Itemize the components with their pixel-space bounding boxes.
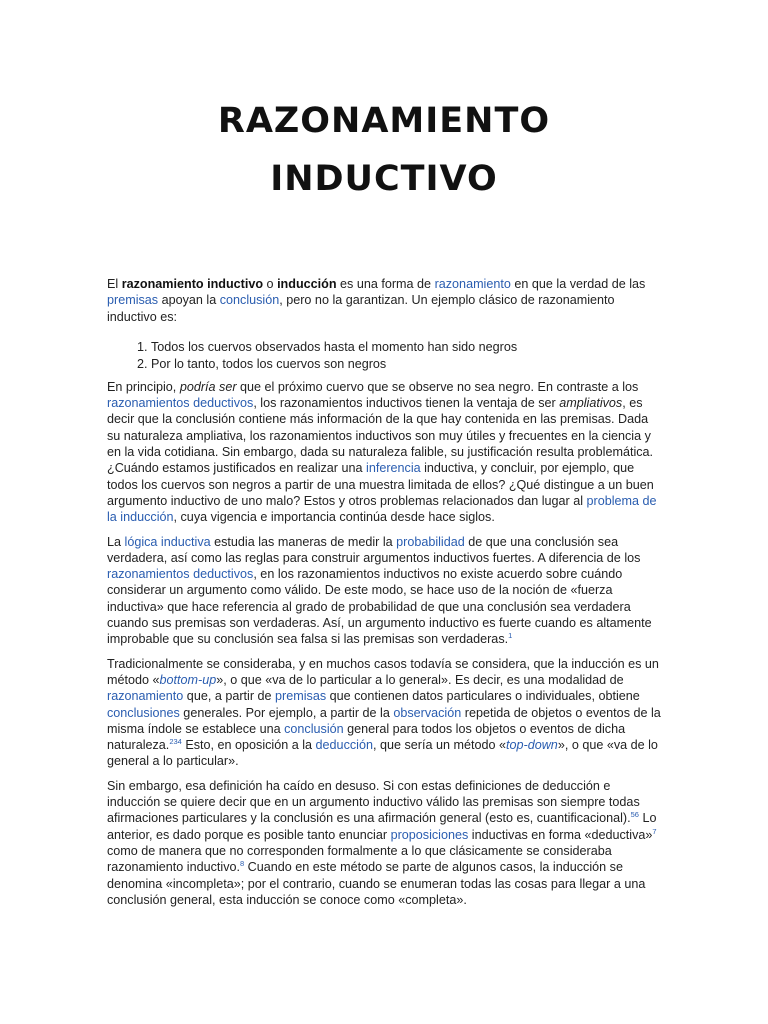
footnote-ref[interactable]: 1 bbox=[508, 631, 513, 641]
title-line-1: RAZONAMIENTO bbox=[217, 101, 551, 141]
text: de que una conclusión sea verdadera, así como las reglas para construir argumentos inductivos fuertes. A diferencia de los bbox=[107, 534, 641, 565]
text: es una forma de bbox=[336, 277, 435, 291]
link-premisas[interactable]: premisas bbox=[275, 689, 327, 704]
text: , que sería un método « bbox=[372, 738, 506, 753]
list-item: 1. Todos los cuervos observados hasta el momento han sido negros bbox=[151, 339, 663, 356]
footnote-ref[interactable]: 56 bbox=[630, 810, 639, 820]
text: que, a partir de bbox=[183, 689, 276, 704]
text: o bbox=[263, 277, 278, 291]
link-razonamientos-deductivos[interactable]: razonamientos deductivos bbox=[107, 567, 254, 582]
text: en que la verdad de las bbox=[510, 277, 646, 291]
paragraph-sin-embargo bbox=[107, 778, 663, 908]
link-proposiciones[interactable]: proposiciones bbox=[390, 827, 469, 842]
text: , en los razonamientos inductivos no existe acuerdo sobre cuándo considerar un argumento como válido. De este modo, se hace uso de la noción de «fuerza inductiva» que hace referencia al grado de probabilidad de que una conclusión sea verdadera cuando sus premisas son verdaderas. Así, un argumento inductivo es fuerte cuando es altamente improbable que su conclusión sea falsa si las premisas son verdaderas. bbox=[107, 567, 652, 647]
paragraph-principle bbox=[107, 379, 663, 526]
title-line-2: INDUCTIVO bbox=[270, 159, 498, 199]
text: , cuya vigencia e importancia continúa desde hace siglos. bbox=[173, 510, 495, 525]
footnote-ref[interactable]: 7 bbox=[652, 826, 657, 836]
text: , pero no la garantizan. Un ejemplo clásico de razonamiento inductivo es: bbox=[107, 293, 615, 324]
italic-text: podría ser bbox=[179, 379, 237, 394]
text: Esto, en oposición a la bbox=[181, 738, 316, 753]
example-list bbox=[107, 339, 663, 373]
text: , es decir que la conclusión contiene más información de la que hay contenida en las premisas. Dada su naturaleza ampliativa, los razonamientos inductivos son muy útiles y frecuentes en la ciencia y en la vida cotidiana. Sin embargo, dada su naturaleza falible, su justificación resulta problemática. ¿Cuándo estamos justificados en realizar una bbox=[107, 396, 654, 476]
link-conclusion[interactable]: conclusión bbox=[284, 721, 344, 736]
text: como de manera que no corresponden formalmente a lo que clásicamente se consideraba razonamiento inductivo. bbox=[107, 843, 612, 875]
article-body bbox=[107, 276, 663, 916]
text: », o que «va de lo general a lo particular». bbox=[107, 738, 658, 769]
text: general para todos los objetos o eventos de dicha naturaleza. bbox=[107, 721, 626, 753]
link-premisas[interactable]: premisas bbox=[107, 293, 159, 308]
text: estudia las maneras de medir la bbox=[210, 534, 397, 549]
text: Sin embargo, esa definición ha caído en desuso. Si con estas definiciones de deducción e inducción se quiere decir que en un argumento inductivo válido las premisas son siempre todas afirmaciones particulares y la conclusión es una afirmación general (esto es, cuantificacional). bbox=[107, 778, 640, 826]
link-conclusion[interactable]: conclusión bbox=[219, 293, 280, 308]
link-inferencia[interactable]: inferencia bbox=[366, 461, 421, 476]
footnote-ref[interactable]: 234 bbox=[169, 737, 182, 747]
text: repetida de objetos o eventos de la misma índole se establece una bbox=[107, 705, 661, 736]
text: que contienen datos particulares o individuales, obtiene bbox=[326, 689, 640, 704]
text: Lo anterior, es dado porque es posible tanto enunciar bbox=[107, 811, 657, 842]
paragraph-logica-inductiva bbox=[107, 534, 663, 648]
link-problema-de-la-induccion[interactable]: problema de la inducción bbox=[107, 493, 657, 525]
link-razonamientos-deductivos[interactable]: razonamientos deductivos bbox=[107, 396, 254, 411]
text: , los razonamientos inductivos tienen la ventaja de ser bbox=[253, 396, 560, 411]
bold-term-induccion: inducción bbox=[277, 277, 337, 291]
text: Tradicionalmente se consideraba, y en muchos casos todavía se considera, que la inducción es un método « bbox=[107, 656, 659, 687]
paragraph-intro bbox=[107, 276, 663, 325]
link-logica-inductiva[interactable]: lógica inductiva bbox=[124, 534, 211, 549]
link-razonamiento[interactable]: razonamiento bbox=[107, 689, 184, 704]
link-razonamiento[interactable]: razonamiento bbox=[434, 277, 511, 291]
bold-term-razonamiento-inductivo: razonamiento inductivo bbox=[121, 277, 264, 291]
text: inductiva, y concluir, por ejemplo, que todos los cuervos son negros a partir de una muestra limitada de ellos? ¿Qué distingue a un buen argumento inductivo de uno malo? Estos y otros problemas relacionados dan lugar al bbox=[107, 461, 654, 508]
text: », o que «va de lo particular a lo general». Es decir, es una modalidad de bbox=[216, 672, 624, 687]
text: apoyan la bbox=[158, 293, 220, 308]
italic-text[interactable]: top-down bbox=[506, 738, 558, 753]
link-conclusiones[interactable]: conclusiones bbox=[107, 705, 180, 720]
text: inductivas en forma «deductiva» bbox=[468, 827, 653, 842]
paragraph-tradicionalmente bbox=[107, 656, 663, 770]
text: Cuando en este método se parte de algunos casos, la inducción se denomina «incompleta»; por el contrario, cuando se enumeran todas las cosas para llegar a una conclusión general, esta inducción se conoce como «completa». bbox=[107, 860, 646, 907]
text: El bbox=[107, 277, 122, 291]
footnote-ref[interactable]: 8 bbox=[240, 859, 245, 869]
text: que el próximo cuervo que se observe no sea negro. En contraste a los bbox=[236, 379, 639, 394]
italic-text: ampliativos bbox=[559, 396, 623, 411]
link-deduccion[interactable]: deducción bbox=[315, 738, 373, 753]
italic-text[interactable]: bottom-up bbox=[159, 672, 217, 687]
text: La bbox=[107, 534, 125, 549]
link-probabilidad[interactable]: probabilidad bbox=[396, 534, 465, 549]
list-item: 2. Por lo tanto, todos los cuervos son negros bbox=[151, 356, 663, 373]
page-title bbox=[0, 92, 768, 208]
link-observacion[interactable]: observación bbox=[393, 705, 462, 720]
text: generales. Por ejemplo, a partir de la bbox=[179, 705, 394, 720]
text: En principio, bbox=[107, 379, 180, 394]
